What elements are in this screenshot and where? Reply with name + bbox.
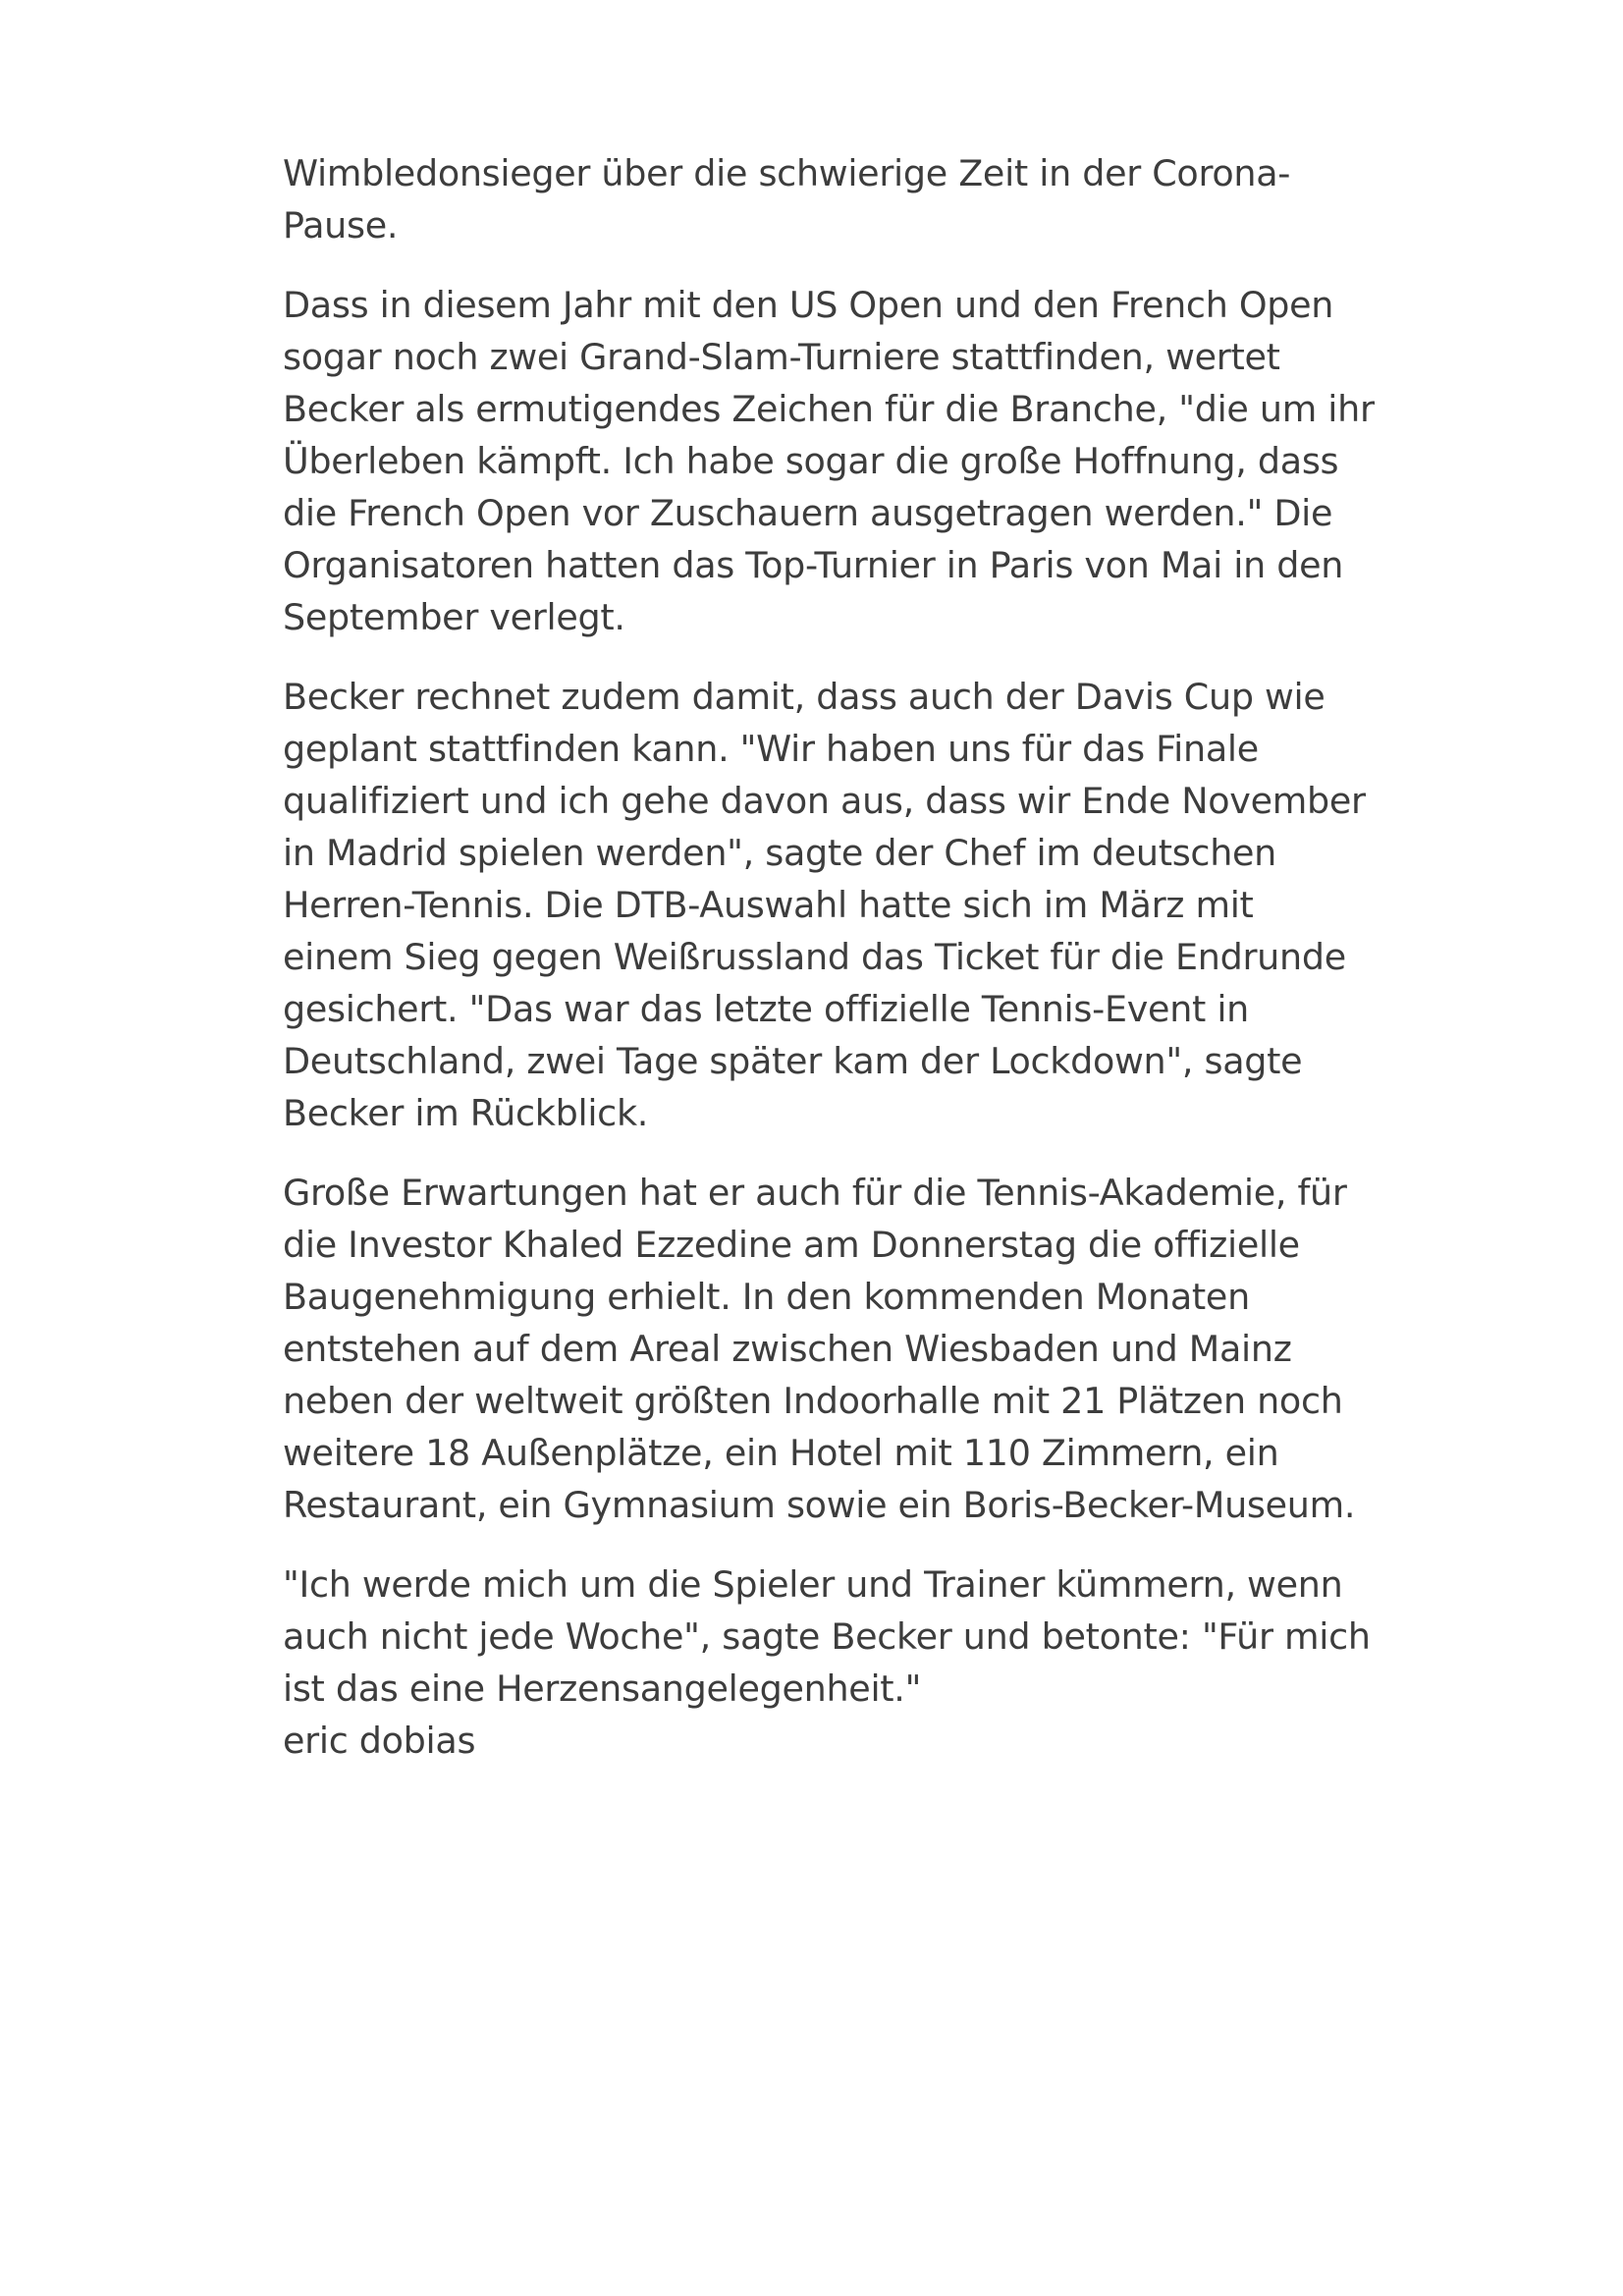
text-line: einem Sieg gegen Weißrussland das Ticket für die Endrunde	[283, 936, 1346, 978]
text-line: Deutschland, zwei Tage später kam der Lockdown", sagte	[283, 1040, 1303, 1082]
text-line: "Ich werde mich um die Spieler und Trainer kümmern, wenn	[283, 1563, 1343, 1606]
text-line: Dass in diesem Jahr mit den US Open und den French Open	[283, 284, 1334, 326]
paragraph-3	[283, 671, 1366, 1139]
paragraph-2	[283, 279, 1375, 643]
text-line: geplant stattfinden kann. "Wir haben uns für das Finale	[283, 728, 1259, 770]
author-signature: eric dobias	[283, 1720, 476, 1762]
text-line: Becker rechnet zudem damit, dass auch der Davis Cup wie	[283, 676, 1325, 718]
text-line: Herren-Tennis. Die DTB-Auswahl hatte sich im März mit	[283, 884, 1254, 926]
text-line: auch nicht jede Woche", sagte Becker und betonte: "Für mich	[283, 1615, 1371, 1658]
text-line: qualifiziert und ich gehe davon aus, dass wir Ende November	[283, 780, 1366, 822]
text-line: Becker im Rückblick.	[283, 1092, 649, 1134]
text-line: entstehen auf dem Areal zwischen Wiesbaden und Mainz	[283, 1328, 1292, 1370]
paragraph-1	[283, 147, 1363, 251]
text-line: September verlegt.	[283, 596, 625, 638]
paragraph-4	[283, 1167, 1363, 1531]
text-line: die French Open vor Zuschauern ausgetragen werden." Die	[283, 492, 1333, 534]
text-line: die Investor Khaled Ezzedine am Donnerstag die offizielle	[283, 1224, 1300, 1266]
text-line: weitere 18 Außenplätze, ein Hotel mit 110 Zimmern, ein	[283, 1432, 1279, 1474]
text-line: Restaurant, ein Gymnasium sowie ein Boris-Becker-Museum.	[283, 1484, 1356, 1526]
text-line: Pause.	[283, 204, 399, 246]
text-line: in Madrid spielen werden", sagte der Chef im deutschen	[283, 832, 1277, 874]
text-line: sogar noch zwei Grand-Slam-Turniere stattfinden, wertet	[283, 336, 1280, 378]
text-line: neben der weltweit größten Indoorhalle mit 21 Plätzen noch	[283, 1380, 1343, 1422]
text-line: Große Erwartungen hat er auch für die Tennis-Akademie, für	[283, 1172, 1347, 1214]
text-line: Wimbledonsieger über die schwierige Zeit in der Corona-	[283, 152, 1291, 194]
article-body	[283, 147, 1375, 1767]
text-line: gesichert. "Das war das letzte offizielle Tennis-Event in	[283, 988, 1250, 1030]
text-line: ist das eine Herzensangelegenheit."	[283, 1667, 922, 1710]
text-line: Organisatoren hatten das Top-Turnier in Paris von Mai in den	[283, 544, 1344, 586]
text-line: Überleben kämpft. Ich habe sogar die große Hoffnung, dass	[283, 440, 1339, 482]
text-line: Becker als ermutigendes Zeichen für die Branche, "die um ihr	[283, 388, 1375, 430]
text-line: Baugenehmigung erhielt. In den kommenden Monaten	[283, 1276, 1250, 1318]
paragraph-5	[283, 1558, 1371, 1767]
